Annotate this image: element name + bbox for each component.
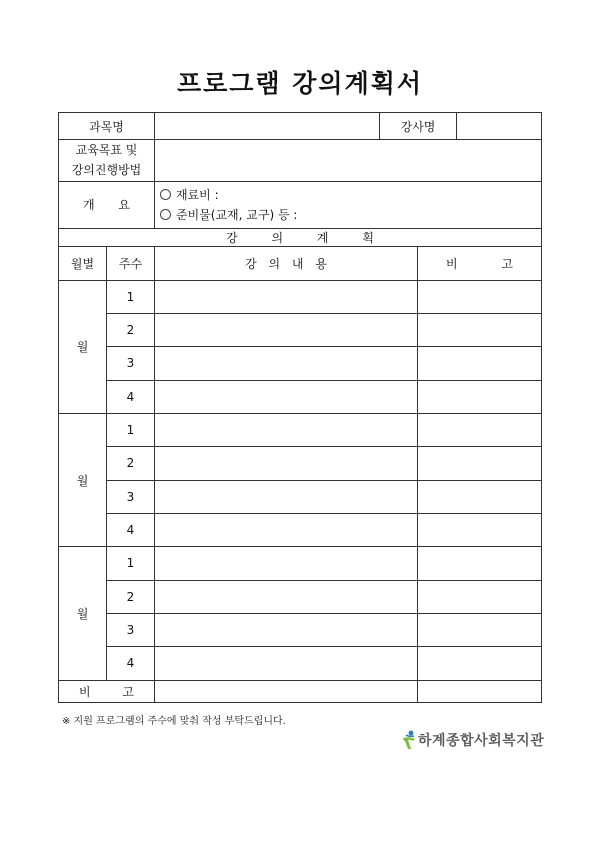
content-cell[interactable]	[155, 580, 418, 613]
person-figure-icon	[400, 730, 418, 750]
content-cell[interactable]	[155, 480, 418, 513]
week-header: 주수	[107, 247, 155, 280]
week-number: 2	[107, 313, 155, 346]
week-number: 3	[107, 347, 155, 380]
footer-remarks-extra-cell[interactable]	[418, 680, 542, 702]
week-number: 4	[107, 380, 155, 413]
overview-label: 개 요	[59, 181, 155, 228]
week-number: 2	[107, 447, 155, 480]
remarks-header: 비 고	[418, 247, 542, 280]
week-number: 2	[107, 580, 155, 613]
remarks-cell[interactable]	[418, 547, 542, 580]
week-number: 3	[107, 480, 155, 513]
content-cell[interactable]	[155, 280, 418, 313]
remarks-cell[interactable]	[418, 280, 542, 313]
course-name-label: 과목명	[59, 113, 155, 140]
month-cell[interactable]: 월	[59, 413, 107, 546]
content-cell[interactable]	[155, 647, 418, 680]
remarks-cell[interactable]	[418, 513, 542, 546]
content-cell[interactable]	[155, 513, 418, 546]
content-cell[interactable]	[155, 347, 418, 380]
footnote: ※ 지원 프로그램의 주수에 맞춰 작성 부탁드립니다.	[62, 716, 286, 727]
remarks-cell[interactable]	[418, 613, 542, 646]
goals-label-line2: 강의진행방법	[71, 163, 142, 178]
lecture-plan-form	[58, 112, 542, 703]
overview-item	[160, 205, 541, 225]
content-cell[interactable]	[155, 547, 418, 580]
content-cell[interactable]	[155, 380, 418, 413]
remarks-cell[interactable]	[418, 580, 542, 613]
content-cell[interactable]	[155, 313, 418, 346]
remarks-cell[interactable]	[418, 480, 542, 513]
course-name-field[interactable]	[155, 113, 380, 140]
radio-circle-icon	[160, 209, 171, 220]
month-cell[interactable]: 월	[59, 547, 107, 680]
remarks-cell[interactable]	[418, 313, 542, 346]
materials-cost-label: 재료비 :	[176, 187, 219, 202]
content-cell[interactable]	[155, 447, 418, 480]
goals-field[interactable]	[155, 140, 542, 181]
organization-name: 하계종합사회복지관	[418, 733, 545, 749]
remarks-cell[interactable]	[418, 413, 542, 446]
month-header: 월별	[59, 247, 107, 280]
instructor-field[interactable]	[457, 113, 541, 139]
goals-label-line1: 교육목표 및	[75, 143, 138, 158]
supplies-label: 준비물(교재, 교구) 등 :	[176, 207, 298, 222]
week-number: 1	[107, 547, 155, 580]
month-cell[interactable]: 월	[59, 280, 107, 413]
footer-remarks-label: 비 고	[59, 680, 155, 702]
week-number: 1	[107, 413, 155, 446]
remarks-cell[interactable]	[418, 647, 542, 680]
overview-field[interactable]	[155, 181, 542, 228]
week-number: 1	[107, 280, 155, 313]
page-title: 프로그램 강의계획서	[176, 69, 424, 98]
week-number: 4	[107, 647, 155, 680]
organization-logo	[400, 730, 544, 750]
overview-item	[160, 185, 541, 205]
footer-remarks-cell[interactable]	[155, 680, 418, 702]
week-number: 3	[107, 613, 155, 646]
content-header: 강 의 내 용	[155, 247, 418, 280]
radio-circle-icon	[160, 189, 171, 200]
content-cell[interactable]	[155, 613, 418, 646]
remarks-cell[interactable]	[418, 347, 542, 380]
remarks-cell[interactable]	[418, 447, 542, 480]
content-cell[interactable]	[155, 413, 418, 446]
goals-label	[59, 140, 155, 181]
plan-banner: 강 의 계 획	[59, 229, 542, 247]
instructor-label: 강사명	[380, 113, 457, 139]
week-number: 4	[107, 513, 155, 546]
remarks-cell[interactable]	[418, 380, 542, 413]
